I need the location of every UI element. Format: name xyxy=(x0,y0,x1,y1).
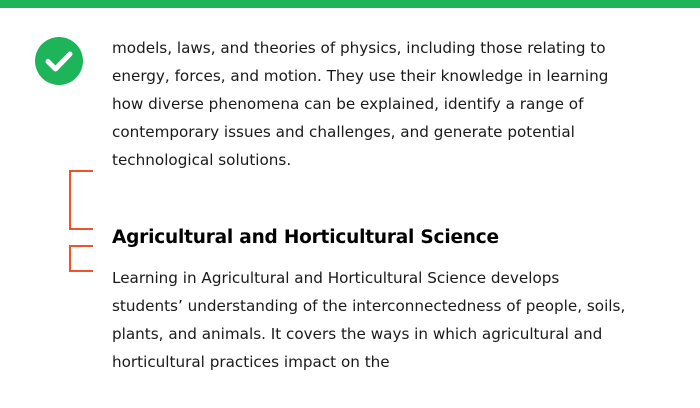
top-accent-bar xyxy=(0,0,700,8)
section-paragraph: Learning in Agricultural and Horticultural Science develops students’ understanding of the interconnectedness of people, soils, plants, and animals. It covers the ways in which agricultural and horticultural practices impact on the xyxy=(112,269,626,371)
bracket-marker-lower xyxy=(69,245,93,272)
check-circle-icon xyxy=(35,37,83,85)
intro-paragraph: models, laws, and theories of physics, including those relating to energy, forces, and motion. They use their knowledge in learning how diverse phenomena can be explained, identify a range of contemporary issues and challenges, and generate potential technological solutions. xyxy=(112,39,609,169)
bracket-marker-upper xyxy=(69,170,93,230)
section-heading: Agricultural and Horticultural Science xyxy=(112,227,499,248)
